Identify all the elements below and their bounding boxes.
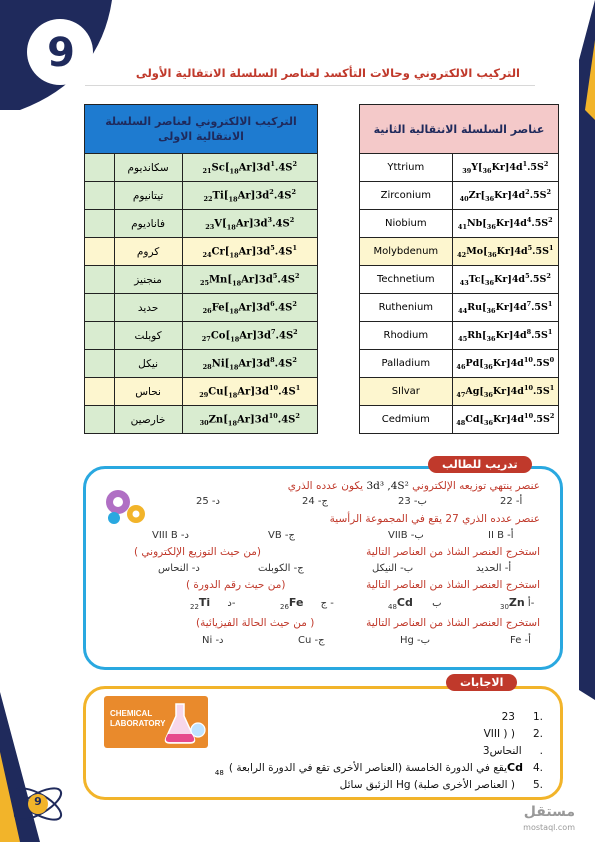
table2-configuration: $_{45}Rh[_{36}Kr]4d^8.5S^1$ [452,322,558,350]
config-core-symbol: Kr [496,246,510,258]
table1-row [85,378,318,406]
config-s-electrons: 1 [548,243,554,252]
q3-option-a[interactable]: أ- الحديد [476,563,512,574]
config-z: 46 [456,363,466,372]
table1-configuration: $_{27}Co[_{18}Ar]3d^7.4S^2$ [182,322,318,350]
config-core-symbol: Ar [238,162,252,174]
answer-2-text: VIII ) ) [483,728,515,740]
q2-option-d[interactable]: د- VIII B [152,530,189,541]
config-symbol: Cr [211,246,225,258]
q4-d-z: 22 [190,603,199,611]
config-core-symbol: Ar [241,274,255,286]
q4-a-letter: أ- [527,598,535,609]
config-core-z: 18 [226,223,236,232]
config-s-electrons: 2 [543,159,549,168]
answer-1-num: 1. [532,711,543,723]
first-series-header: التركيب الالكتروني لعناصر السلسلة الانتقالية الاولى [85,105,318,154]
config-z: 29 [199,391,209,400]
page-number-small: 9 [34,795,42,808]
config-z: 25 [199,279,209,288]
config-core-z: 18 [230,335,240,344]
config-core-symbol: Kr [495,218,510,230]
q4-option-b[interactable] [388,596,441,611]
config-d-electrons: 2 [269,187,274,196]
config-symbol: Pd [465,358,480,370]
q4-d-letter: د- [227,598,236,609]
config-symbol: Ti [212,190,224,202]
q5-hint: ( من حيث الحالة الفيزيائية) [196,617,315,629]
answer-5 [340,773,543,792]
config-core-symbol: Kr [494,190,508,202]
config-core-symbol: Ar [237,190,251,202]
table1-blank-cell [85,294,115,322]
q1-option-c[interactable]: ج- 24 [302,496,328,507]
q4-hint: (من حيث رقم الدورة ) [186,579,286,591]
config-symbol: Zn [208,414,224,426]
config-z: 21 [202,167,212,176]
table2-element-name: Cedmium [360,406,453,434]
config-s-electrons: 2 [289,215,295,224]
config-core-z: 36 [483,419,494,428]
config-symbol: Nb [466,218,483,230]
table2-element-name: SIlvar [360,378,453,406]
lab-image-text-2: LABORATORY [110,719,166,728]
table1-element-name: خارصين [114,406,182,434]
config-symbol: Zr [468,190,481,202]
config-core-symbol: Kr [495,302,509,314]
config-d-electrons: 10 [524,411,534,420]
table2-row [360,154,559,182]
exercise-q4: استخرج العنصر الشاذ من العناصر التالية [366,579,540,591]
config-d-electrons: 1 [522,159,528,168]
answer-4-sym: Cd [507,761,523,774]
table1-element-name: كوبلت [114,322,182,350]
config-d-electrons: 4 [526,215,532,224]
table2-row [360,210,559,238]
config-symbol: Sc [211,162,225,174]
table2-configuration: $_{48}Cd[_{36}Kr]4d^{10}.5S^2$ [452,406,558,434]
table2-row [360,350,559,378]
q4-b-letter: ب [432,598,442,609]
config-s-electrons: 2 [295,411,300,420]
config-s-electrons: 2 [293,327,298,336]
q5-option-b[interactable]: ب- Hg [400,635,431,646]
table2-row [360,294,559,322]
config-symbol: Mo [466,246,484,258]
config-d-electrons: 5 [272,271,278,280]
config-s-electrons: 2 [295,271,300,280]
table2-row [360,238,559,266]
table1-element-name: منجنيز [114,266,182,294]
config-core-z: 36 [487,251,497,260]
table1-element-name: تيتانيوم [114,182,182,210]
config-s-electrons: 2 [292,299,297,308]
answer-4-num: 4. [532,762,543,774]
table1-row [85,322,318,350]
q4-c-letter: ج - [320,598,334,609]
config-symbol: Mn [208,274,228,286]
table1-row [85,154,318,182]
table1-row [85,238,318,266]
q2-option-b[interactable]: ب- VIIB [388,530,424,541]
q4-c-sym: Fe [288,596,304,609]
config-d-electrons: 8 [526,327,532,336]
config-core-symbol: Ar [235,218,249,230]
config-z: 22 [203,195,213,204]
table2-configuration: $_{40}Zr[_{36}Kr]4d^2.5S^2$ [452,182,558,210]
config-core-z: 36 [483,391,493,400]
table2-element-name: Palladium [360,350,453,378]
config-symbol: Co [210,330,226,342]
table1-configuration: $_{24}Cr[_{18}Ar]3d^5.4S^1$ [182,238,318,266]
config-d-electrons: 2 [525,187,530,196]
config-core-symbol: Ar [237,386,251,398]
table2-configuration: $_{39}Y[_{36}Kr]4d^1.5S^2$ [452,154,558,182]
config-core-z: 18 [232,279,242,288]
config-core-z: 18 [228,195,238,204]
config-z: 40 [459,195,469,204]
config-d-electrons: 10 [523,355,533,364]
config-core-symbol: Kr [492,358,507,370]
config-symbol: Cd [465,414,480,426]
q4-option-c[interactable] [280,596,334,611]
config-d-electrons: 5 [525,271,530,280]
table1-blank-cell [85,238,115,266]
q3-option-b[interactable]: ب- النيكل [372,563,414,574]
corner-decoration-right [559,0,595,700]
config-d-electrons: 5 [270,243,275,252]
table2-configuration: $_{43}Tc[_{36}Kr]4d^5.5S^2$ [452,266,558,294]
config-core-symbol: Kr [491,162,505,174]
q2-option-c[interactable]: ج- VB [268,530,295,541]
table1-blank-cell [85,378,115,406]
config-symbol: Tc [468,274,481,286]
answer-3-num: 3. [482,745,543,757]
q1-tail: يكون عدده الذري [287,480,364,492]
config-z: 45 [458,335,468,344]
q1-option-a[interactable]: أ- 22 [500,496,523,507]
table1-blank-cell [85,350,115,378]
answer-1-text: 23 [501,711,515,723]
table1-row [85,350,318,378]
table1-blank-cell [85,182,115,210]
table2-row [360,378,559,406]
config-z: 39 [462,167,472,176]
config-z: 30 [199,419,209,428]
config-core-z: 36 [485,279,495,288]
exercise-q2: عنصر عدده الذري 27 يقع في المجموعة الرأسية [329,513,540,525]
exercise-q3: استخرج العنصر الشاذ من العناصر التالية [366,546,540,558]
q4-option-a[interactable] [500,596,534,611]
exercise-label: تدريب للطالب [428,456,532,473]
config-s-electrons: 0 [549,355,555,364]
q4-b-sym: Cd [396,596,413,609]
table1-configuration: $_{21}Sc[_{18}Ar]3d^1.4S^2$ [182,154,318,182]
config-s-electrons: 2 [546,187,552,196]
chemical-laboratory-image [104,696,208,748]
q3-hint: (من حيث التوزيع الإلكتروني ) [134,546,262,558]
second-series-header: عناصر السلسلة الانتقالية الثانية [360,105,559,154]
q4-a-sym: Zn [508,596,525,609]
config-d-electrons: 7 [270,327,276,336]
table1-row [85,182,318,210]
config-core-z: 36 [486,223,496,232]
answers-label: الاجابات [446,674,517,691]
config-symbol: V [214,218,223,230]
config-d-electrons: 1 [270,159,275,168]
q1-option-d[interactable]: د- 25 [196,496,220,507]
answer-5-text: الزئبق سائل Hg (العناصر الأخرى صلبة ) [339,779,515,791]
table1-configuration: $_{25}Mn[_{18}Ar]3d^5.4S^2$ [182,266,318,294]
title-underline [85,85,535,86]
table1-configuration: $_{30}Zn[_{18}Ar]3d^{10}.4S^2$ [182,406,318,434]
config-core-symbol: Kr [495,330,509,342]
config-core-symbol: Ar [238,302,252,314]
page-title: التركيب الالكتروني وحالات التأكسد لعناصر السلسلة الانتقالية الأولى [135,66,520,80]
config-z: 47 [456,391,466,400]
config-core-symbol: Kr [492,386,507,398]
config-symbol: Y [471,162,479,174]
config-z: 44 [458,307,468,316]
q4-a-z: 30 [500,603,509,611]
exercise-q1 [288,480,540,492]
exercise-q5: استخرج العنصر الشاذ من العناصر التالية [366,617,540,629]
table1-row [85,266,318,294]
config-d-electrons: 10 [268,411,278,420]
watermark-logo: مستقل [523,804,575,820]
config-d-electrons: 5 [527,243,533,252]
q1-config: 3d³ ,4S² [366,480,409,492]
table1-configuration: $_{22}Ti[_{18}Ar]3d^2.4S^2$ [182,182,318,210]
config-s-electrons: 1 [547,327,553,336]
config-z: 41 [457,223,467,232]
table1-element-name: فانادیوم [114,210,182,238]
config-symbol: Fe [211,302,225,314]
config-symbol: Cu [208,386,224,398]
config-s-electrons: 1 [292,243,297,252]
config-d-electrons: 6 [270,299,275,308]
table1-row [85,210,318,238]
table2-element-name: Niobium [360,210,453,238]
config-d-electrons: 3 [267,215,273,224]
table1-blank-cell [85,154,115,182]
config-z: 28 [202,363,212,372]
answer-5-num: 5. [532,779,543,791]
table2-element-name: Yttrium [360,154,453,182]
config-s-electrons: 2 [549,411,555,420]
config-core-z: 18 [228,391,238,400]
first-series-table [84,104,318,434]
config-d-electrons: 10 [523,383,533,392]
table2-element-name: Ruthenium [360,294,453,322]
q4-d-sym: Ti [198,596,211,609]
config-symbol: Rh [467,330,483,342]
table2-row [360,406,559,434]
table2-row [360,322,559,350]
config-core-symbol: Ar [238,246,252,258]
q5-option-c[interactable]: ج- Cu [298,635,325,646]
table2-element-name: Technetium [360,266,453,294]
config-core-z: 36 [483,363,493,372]
config-core-z: 18 [229,167,239,176]
answer-4-text: يقع في الدورة الخامسة (العناصر الأخرى تقع في الدورة الرابعة ) [228,762,508,774]
config-z: 23 [205,223,215,232]
table2-configuration: $_{41}Nb[_{36}Kr]4d^4.5S^2$ [452,210,558,238]
table1-row [85,406,318,434]
config-s-electrons: 2 [548,215,553,224]
table1-element-name: نحاس [114,378,182,406]
config-z: 42 [457,251,467,260]
answer-3-text: النحاس [489,745,522,757]
table2-row [360,182,559,210]
config-s-electrons: 2 [292,159,298,168]
q4-option-d[interactable] [190,596,235,611]
config-core-symbol: Ar [236,414,250,426]
watermark-url: mostaql.com [523,823,575,832]
config-d-electrons: 10 [269,383,279,392]
table2-row [360,266,559,294]
answer-2-num: 2. [532,728,543,740]
q3-option-d[interactable]: د- النحاس [158,563,200,574]
config-s-electrons: 1 [295,383,301,392]
config-core-z: 18 [229,363,239,372]
table2-configuration: $_{46}Pd[_{36}Kr]4d^{10}.5S^0$ [452,350,558,378]
q3-option-c[interactable]: ج- الكوبلت [258,563,304,574]
config-s-electrons: 2 [546,271,551,280]
table1-blank-cell [85,210,115,238]
table1-blank-cell [85,266,115,294]
table2-configuration: $_{42}Mo[_{36}Kr]4d^5.5S^1$ [452,238,558,266]
table2-element-name: Rhodium [360,322,453,350]
table1-row [85,294,318,322]
q4-c-z: 26 [280,603,289,611]
table1-element-name: كروم [114,238,182,266]
q5-option-d[interactable]: د- Ni [202,635,224,646]
table1-blank-cell [85,406,115,434]
table2-configuration: $_{47}Ag[_{36}Kr]4d^{10}.5S^1$ [452,378,558,406]
gears-icon [100,484,150,528]
config-symbol: Ni [211,358,225,370]
config-s-electrons: 2 [291,187,297,196]
config-core-z: 36 [486,335,496,344]
config-s-electrons: 2 [292,355,297,364]
config-symbol: Ag [465,386,480,398]
q1-text: عنصر ينتهي توزيعه الإلكتروني [412,480,540,492]
q4-b-z: 48 [388,603,397,611]
table1-element-name: حديد [114,294,182,322]
config-core-z: 18 [229,307,239,316]
config-z: 26 [202,307,212,316]
q1-option-b[interactable]: ب- 23 [398,496,427,507]
table2-element-name: Molybdenum [360,238,453,266]
q2-option-a[interactable]: أ- II B [488,530,514,541]
table1-configuration: $_{26}Fe[_{18}Ar]3d^6.4S^2$ [182,294,318,322]
lab-image-text-1: CHEMICAL [110,709,153,718]
table1-configuration: $_{29}Cu[_{18}Ar]3d^{10}.4S^1$ [182,378,318,406]
config-core-symbol: Ar [239,330,253,342]
config-z: 24 [202,251,212,260]
config-core-symbol: Ar [238,358,252,370]
q5-option-a[interactable]: أ- Fe [510,635,531,646]
config-z: 27 [201,335,211,344]
table1-configuration: $_{23}V[_{18}Ar]3d^3.4S^2$ [182,210,318,238]
table2-element-name: Zirconium [360,182,453,210]
flask-icon [162,700,206,746]
table1-element-name: نيكل [114,350,182,378]
config-core-z: 36 [486,307,496,316]
answer-4-z: 48 [214,769,224,778]
config-s-electrons: 1 [547,299,553,308]
config-core-symbol: Kr [494,274,508,286]
second-series-table [359,104,559,434]
config-z: 48 [456,419,466,428]
table2-configuration: $_{44}Ru[_{36}Kr]4d^7.5S^1$ [452,294,558,322]
config-core-symbol: Kr [493,414,507,426]
table1-blank-cell [85,322,115,350]
config-d-electrons: 8 [270,355,275,364]
config-core-z: 36 [485,195,495,204]
config-core-z: 18 [229,251,239,260]
config-core-z: 36 [482,167,492,176]
config-s-electrons: 1 [549,383,555,392]
table1-configuration: $_{28}Ni[_{18}Ar]3d^8.4S^2$ [182,350,318,378]
corner-decoration-bottom-left [0,692,90,842]
config-core-z: 18 [227,419,237,428]
config-d-electrons: 7 [526,299,532,308]
page-number-large: 9 [47,30,75,76]
table1-element-name: سكانديوم [114,154,182,182]
config-z: 43 [459,279,469,288]
config-symbol: Ru [467,302,483,314]
